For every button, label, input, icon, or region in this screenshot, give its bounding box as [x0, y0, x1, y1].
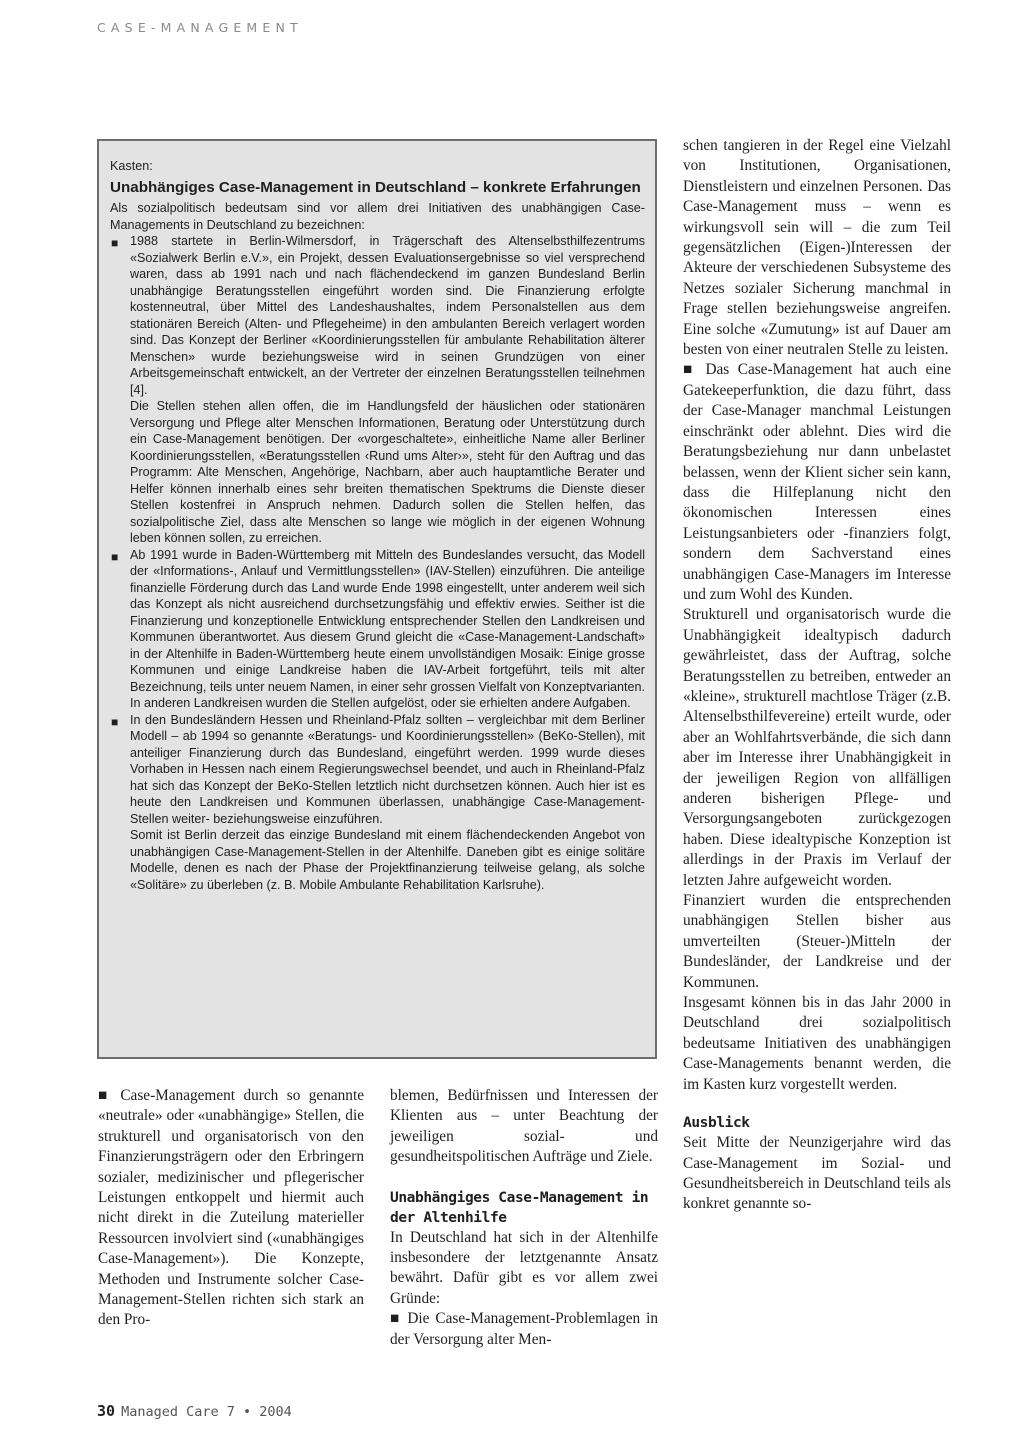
box-bullet-text: Die Stellen stehen allen offen, die im Handlungsfeld der häuslichen oder stationären Versorgung und Pflege alter Menschen Informationen, Beratung oder Unterstützung durch ein Case-Management benötigen. Der «vorgeschaltete», einheitliche Name aller Berliner Koordinierungsstellen, «Beratungsstellen ‹Rund ums Alter›», steht für den Auftrag und das Programm: Alte Menschen, Angehörige, Nachbarn, aber auch hauptamtliche Berater und Helfer können innerhalb eines sehr breiten thematischen Spektrums die Dienste dieser Stellen kostenfrei in Anspruch nehmen. Dadurch sollen die Stellen helfen, das sozialpolitische Ziel, dass alte Menschen so lange wie möglich in der eigenen Wohnung leben können sollen, zu erreichen.	[130, 399, 645, 545]
box-closing: Somit ist Berlin derzeit das einzige Bundesland mit einem flächendeckenden Angebot von unabhängigen Case-Management-Stellen in der Altenhilfe. Daneben gibt es einige solitäre Modelle, denen es nach der Phase der Projektfinanzierung teilweise gelang, als solche «Solitäre» zu überleben (z. B. Mobile Ambulante Rehabilitation Karlsruhe).	[130, 828, 645, 892]
box-bullet-text: Ab 1991 wurde in Baden-Württemberg mit Mitteln des Bundeslandes versucht, das Modell der «Informations-, Anlauf und Vermittlungsstellen» (IAV-Stellen) einzuführen. Die anteilige finanzielle Förderung durch das Land wurde Ende 1998 eingestellt, unter anderem weil sich das Konzept als nicht ausreichend durchsetzungsfähig und effektiv erwies. Seither ist die Finanzierung und konzeptionelle Entwicklung entsprechender Stellen den Landkreisen und Kommunen überantwortet. Aus diesem Grund gleicht die «Case-Management-Landschaft» in der Altenhilfe in Baden-Württemberg heute einem unvollständigen Mosaik: Einige grosse Kommunen und einige Landkreise haben die IAV-Arbeit fortgeführt, teils mit alter Bezeichnung, teils unter neuem Namen, in einer sehr grossen Vielfalt von Konzeptvarianten. In anderen Landkreisen wurden die Stellen aufgelöst, oder sie erhielten andere Aufgaben.	[130, 547, 646, 710]
box-bullet-berlin	[110, 233, 645, 547]
box-bullet-baden-wuerttemberg	[110, 547, 645, 712]
box-title: Unabhängiges Case-Management in Deutschland – konkrete Erfahrungen	[110, 178, 641, 196]
bullet-square-icon: ■	[111, 236, 119, 250]
info-box	[97, 139, 657, 1059]
column-middle	[390, 1086, 658, 1350]
bullet-square-icon: ■	[390, 1310, 408, 1328]
bullet-square-icon: ■	[111, 714, 119, 729]
paragraph: In Deutschland hat sich in der Altenhilfe insbesondere der letztgenannte Ansatz bewährt. Dafür gibt es vor allem zwei Gründe:	[390, 1228, 658, 1307]
box-bullet-hessen	[110, 712, 645, 894]
box-bullet-text: In den Bundesländern Hessen und Rheinland-Pfalz sollten – vergleichbar mit dem Berliner Modell – ab 1994 so genannte «Beratungs- und Koordinierungsstellen» (BeKo-Stellen), mit anteiliger Finanzierung durch das Bundesland, eingeführt werden. 1999 wurde dieses Vorhaben in Hessen nach einem Regierungswechsel beendet, und auch in Rheinland-Pfalz hat sich das Konzept der BeKo-Stellen letztlich nicht durchsetzen können. Auch hier ist es heute den Landkreisen und Kommunen überlassen, unabhängige Case-Management-Stellen weiter- beziehungsweise einzuführen.	[130, 712, 645, 826]
bullet-square-icon: ■	[683, 361, 706, 379]
section-heading: Ausblick	[683, 1115, 750, 1132]
box-bullet-text: 1988 startete in Berlin-Wilmersdorf, in Trägerschaft des Altenselbsthilfezentrums «Sozialwerk Berlin e.V.», ein Projekt, dessen Evaluationsergebnisse so viel versprechend waren, dass ab 1991 nach und nach flächendeckend im ganzen Bundesland Berlin unabhängige Beratungsstellen eingeführt worden sind. Die Finanzierung erfolgte kostenneutral, über Mittel des Landeshaushaltes, indem Personalstellen aus dem stationären Bereich (Alten- und Pflegeheime) in den ambulanten Bereich verlagert worden sind. Das Konzept der Berliner «Koordinierungsstellen für ambulante Rehabilitation älterer Menschen» wurde beziehungsweise wird in seinen Grundzügen von einer Arbeitsgemeinschaft entwickelt, an der Vertreter der einzelnen Beratungsstellen teilnehmen [4].	[130, 234, 645, 397]
paragraph: Insgesamt können bis in das Jahr 2000 in Deutschland drei sozialpolitisch bedeutsame Initiativen des unabhängigen Case-Managements benannt werden, die im Kasten kurz vorgestellt werden.	[683, 994, 951, 1093]
bullet-square-icon: ■	[98, 1087, 121, 1104]
section-heading: Unabhängiges Case-Management in der Altenhilfe	[390, 1189, 649, 1226]
paragraph: Seit Mitte der Neunzigerjahre wird das Case-Management im Sozial- und Gesundheitsbereich in Deutschland teils als konkret genannte so-	[683, 1134, 951, 1213]
column-right	[683, 136, 951, 1215]
paragraph: Finanziert wurden die entsprechenden unabhängigen Stellen bisher aus umverteilten (Steuer-)Mitteln der Bundesländer, der Landkreise und der Kommunen.	[683, 892, 951, 991]
paragraph: ■ Das Case-Management hat auch eine Gatekeeperfunktion, die dazu führt, dass der Case-Manager manchmal Leistungen einschränkt oder ablehnt. Dies wird die Beratungsbeziehung nur dann unbelastet belassen, wenn der Klient sicher sein kann, dass die Hilfeplanung nicht den ökonomischen Interessen eines Leistungsanbieters oder -finanziers folgt, sondern dem Sachverstand eines unabhängigen Case-Managers im Interesse und zum Wohl des Kunden.	[683, 361, 951, 603]
page-number: 30	[97, 1402, 116, 1420]
column-left	[98, 1086, 364, 1331]
paragraph: schen tangieren in der Regel eine Vielzahl von Institutionen, Organisationen, Dienstleistern und einzelnen Personen. Das Case-Management muss – wenn es wirkungsvoll sein will – die zum Teil gegensätzlichen (Eigen-)Interessen der Akteure der verschiedenen Subsysteme des Netzes sozialer Sicherung manchmal in Frage stellen beziehungsweise angreifen. Eine solche «Zumutung» ist auf Dauer am besten von einer neutralen Stelle zu leisten.	[683, 137, 951, 359]
paragraph: blemen, Bedürfnissen und Interessen der Klienten aus – unter Beachtung der jeweiligen sozial- und gesundheitspolitischen Aufträge und Ziele.	[390, 1087, 658, 1166]
box-kicker: Kasten:	[110, 159, 153, 173]
page-footer	[97, 1402, 292, 1420]
running-header: CASE-MANAGEMENT	[97, 20, 303, 35]
paragraph: Strukturell und organisatorisch wurde die Unabhängigkeit idealtypisch dadurch gewährleistet, dass der Auftrag, solche Beratungsstellen zu betreiben, entweder an «kleine», strukturell machtlose Träger (z.B. Altenselbsthilfevereine) erteilt wurde, oder aber an Wohlfahrtsverbände, die sich dann aber im Interesse ihrer Unabhängigkeit in der jeweiligen Region von allfälligen anderen bisherigen Pflege- und Versorgungsangeboten zurückgezogen haben. Diese idealtypische Konzeption ist allerdings in der Praxis im Verlauf der letzten Jahre aufgeweicht worden.	[683, 606, 951, 889]
paragraph: ■ Case-Management durch so genannte «neutrale» oder «unabhängige» Stellen, die strukturell und organisatorisch von den Finanzierungsträgern oder den Erbringern sozialer, medizinischer und pflegerischer Leistungen entkoppelt und hiermit auch nicht direkt in die Zuteilung materieller Ressourcen involviert sind («unabhängiges Case-Management»). Die Konzepte, Methoden und Instrumente solcher Case-Management-Stellen richten sich stark an den Pro-	[98, 1087, 364, 1329]
box-intro: Als sozialpolitisch bedeutsam sind vor allem drei Initiativen des unabhängigen Case-Managements in Deutschland zu bezeichnen:	[110, 201, 645, 232]
paragraph: ■ Die Case-Management-Problemlagen in der Versorgung alter Men-	[390, 1310, 658, 1348]
bullet-square-icon: ■	[111, 549, 119, 564]
journal-name: Managed Care 7 • 2004	[121, 1404, 292, 1420]
